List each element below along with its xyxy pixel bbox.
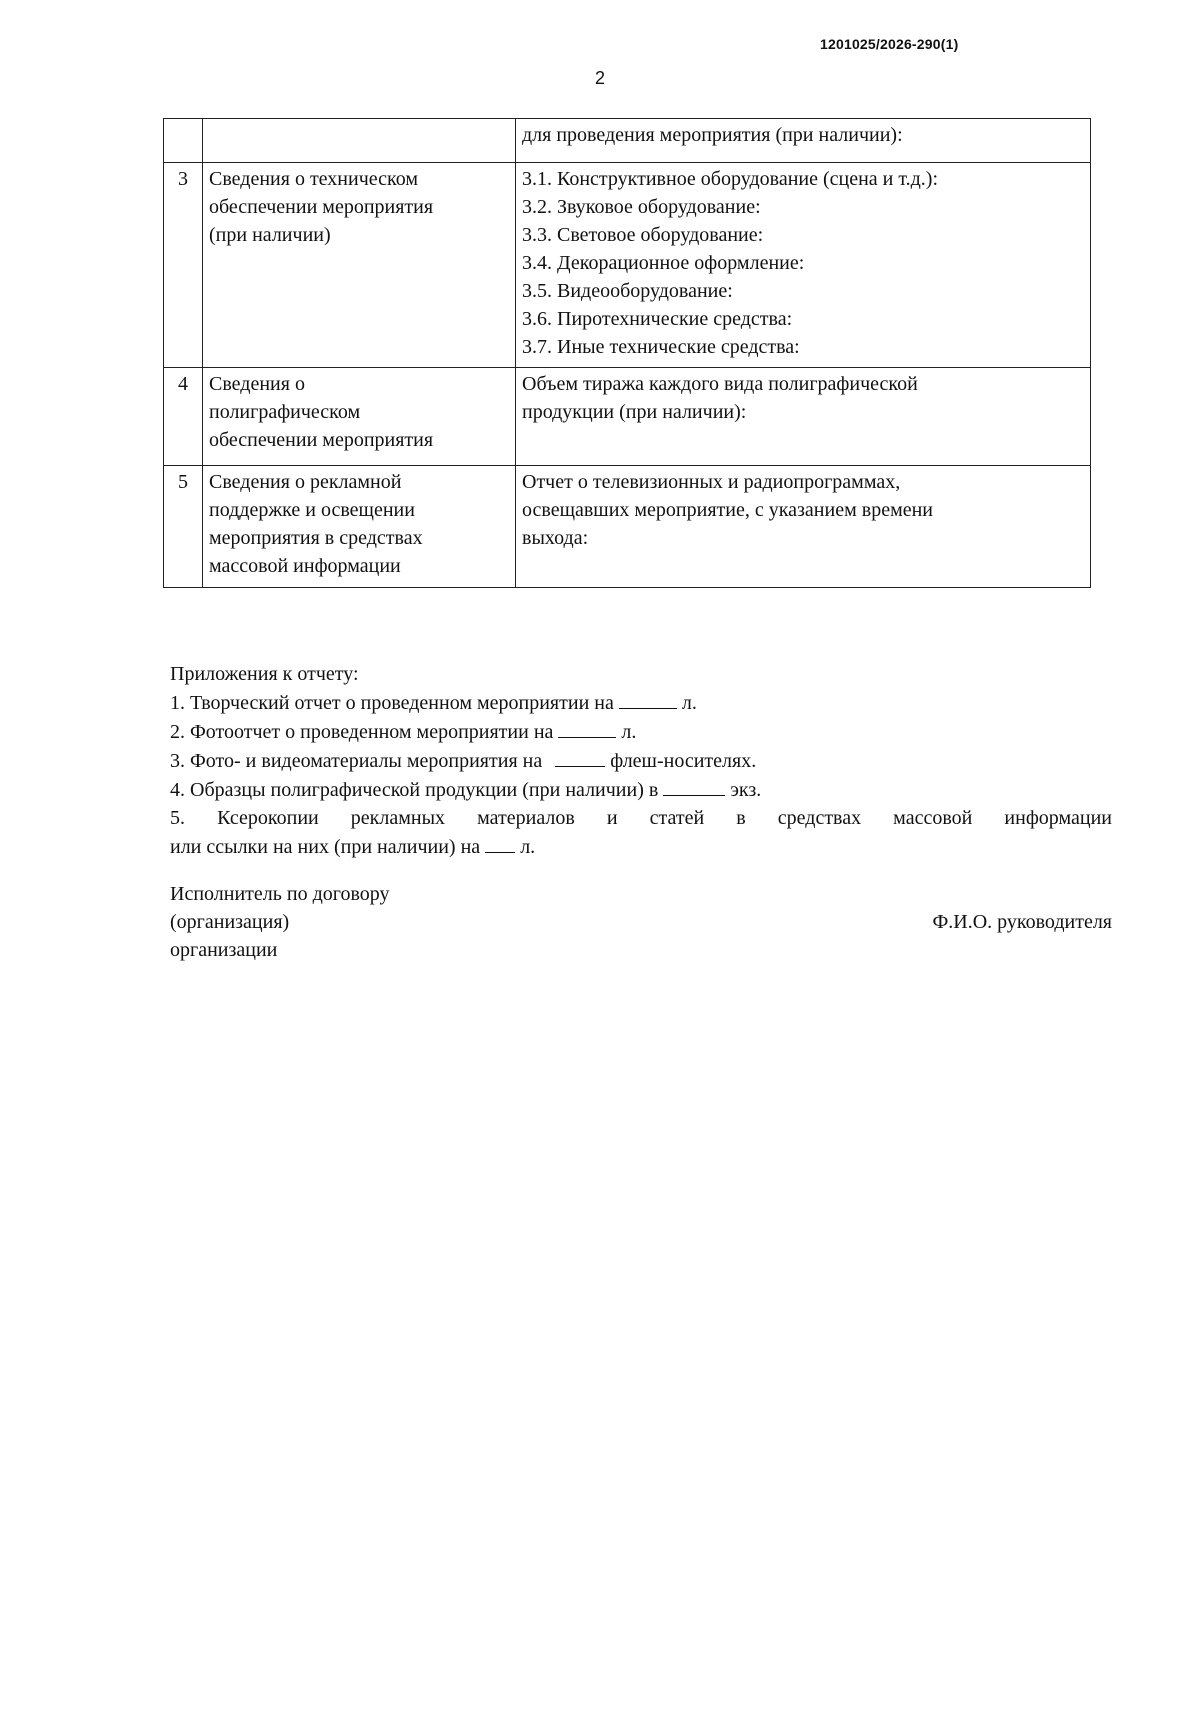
- row-title-cell: [203, 368, 516, 466]
- blank-field: [663, 775, 725, 796]
- page-number: 2: [594, 68, 605, 88]
- table-row: [164, 119, 1091, 163]
- row-title-line: Сведения о: [209, 373, 305, 395]
- table-row: [164, 163, 1091, 368]
- row-value-line: 3.7. Иные технические средства:: [522, 336, 800, 358]
- row-value-line: 3.4. Декорационное оформление:: [522, 252, 805, 274]
- attachment-item-5-line1: 5. Ксерокопии рекламных материалов и статей в средствах массовой информации: [170, 807, 1112, 829]
- row-value-line: продукции (при наличии):: [522, 401, 747, 423]
- attachment-item-1-text: 1. Творческий отчет о проведенном мероприятии на: [170, 692, 614, 714]
- signature-line-1: Исполнитель по договору: [170, 883, 390, 905]
- row-title-line: полиграфическом: [209, 401, 361, 423]
- attachment-item-5-unit: л.: [520, 836, 536, 858]
- row-value-line: 3.2. Звуковое оборудование:: [522, 196, 761, 218]
- row-number: [164, 119, 203, 163]
- row-title-cell: [203, 163, 516, 368]
- attachment-item-3: [170, 746, 1112, 775]
- row-number: 3: [164, 163, 203, 368]
- signature-line-3: организации: [170, 939, 278, 961]
- row-title-line: массовой информации: [209, 555, 401, 577]
- row-title-line: Сведения о техническом: [209, 168, 418, 190]
- row-number: 4: [164, 368, 203, 466]
- blank-field: [555, 746, 605, 767]
- attachment-item-1-unit: л.: [681, 692, 697, 714]
- attachment-item-4-unit: экз.: [730, 779, 762, 801]
- blank-field: [485, 832, 515, 853]
- table-row: [164, 466, 1091, 588]
- row-value-cell: [516, 466, 1091, 588]
- row-value-line: 3.5. Видеооборудование:: [522, 280, 733, 302]
- attachment-item-5-line2: [170, 832, 1112, 861]
- row-title-line: Сведения о рекламной: [209, 471, 402, 493]
- row-value-cell: [516, 163, 1091, 368]
- row-title-line: мероприятия в средствах: [209, 527, 423, 549]
- row-title-line: (при наличии): [209, 224, 331, 246]
- row-value-line: 3.1. Конструктивное оборудование (сцена и т.д.):: [522, 168, 939, 190]
- row-title-line: поддержке и освещении: [209, 499, 415, 521]
- row-value-line: Отчет о телевизионных и радиопрограммах,: [522, 471, 901, 493]
- row-title-line: обеспечении мероприятия: [209, 196, 434, 218]
- attachment-item-4-text: 4. Образцы полиграфической продукции (при наличии) в: [170, 779, 659, 801]
- row-title-line: обеспечении мероприятия: [209, 429, 434, 451]
- attachment-item-3-text: 3. Фото- и видеоматериалы мероприятия на: [170, 750, 543, 772]
- report-table: [163, 118, 1091, 588]
- row-value-line: освещавших мероприятие, с указанием времени: [522, 499, 934, 521]
- row-value-line: 3.6. Пиротехнические средства:: [522, 308, 793, 330]
- attachment-item-3-unit: флеш-носителях.: [610, 750, 757, 772]
- row-value-line: для проведения мероприятия (при наличии):: [522, 124, 903, 146]
- attachments-title: Приложения к отчету:: [170, 663, 359, 685]
- row-title-cell: [203, 119, 516, 163]
- attachment-item-2-unit: л.: [621, 721, 637, 743]
- row-title-cell: [203, 466, 516, 588]
- row-value-cell: [516, 119, 1091, 163]
- table-row: [164, 368, 1091, 466]
- report-table-body: [164, 119, 1091, 588]
- attachments-section: [170, 660, 1112, 861]
- attachment-item-2-text: 2. Фотоотчет о проведенном мероприятии на: [170, 721, 554, 743]
- row-number: 5: [164, 466, 203, 588]
- row-value-line: выхода:: [522, 527, 589, 549]
- row-value-cell: [516, 368, 1091, 466]
- attachment-item-2: [170, 717, 1112, 746]
- attachment-item-4: [170, 775, 1112, 804]
- blank-field: [558, 717, 616, 738]
- row-value-line: Объем тиража каждого вида полиграфической: [522, 373, 918, 395]
- blank-field: [619, 688, 677, 709]
- signature-line-2: (организация): [170, 911, 290, 933]
- attachment-item-1: [170, 688, 1112, 717]
- signature-block: [170, 880, 1112, 964]
- row-value-line: 3.3. Световое оборудование:: [522, 224, 764, 246]
- signature-head-name: Ф.И.О. руководителя: [932, 911, 1112, 933]
- document-code: 1201025/2026-290(1): [820, 36, 959, 52]
- attachment-item-5-text: или ссылки на них (при наличии) на: [170, 836, 481, 858]
